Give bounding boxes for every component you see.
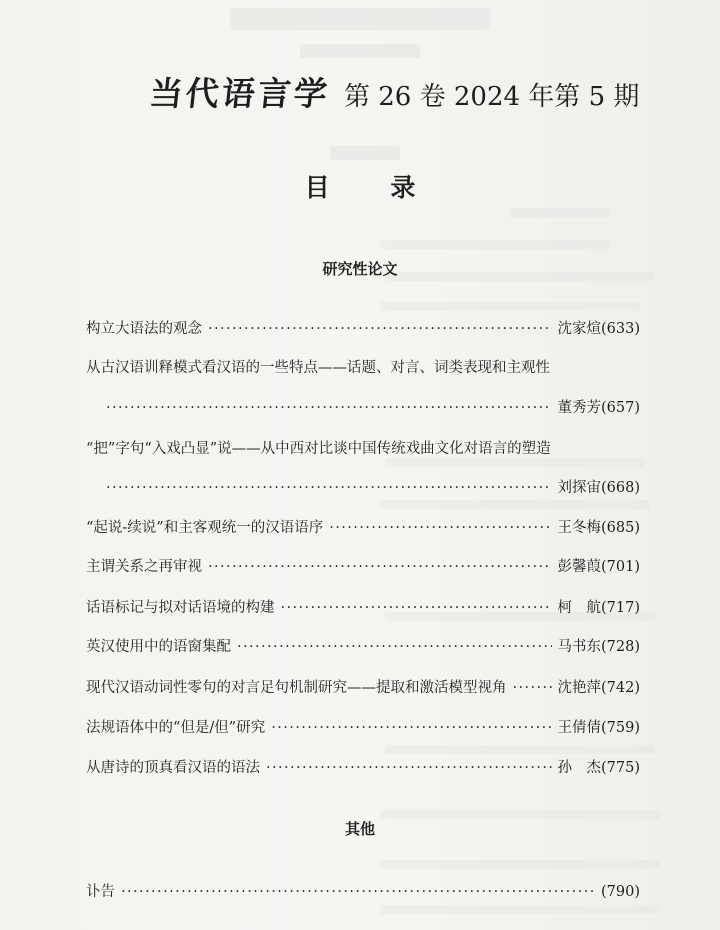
section-heading-research: 研究性论文 bbox=[322, 260, 398, 278]
leader-dots bbox=[208, 559, 552, 575]
toc-entry[interactable] bbox=[86, 317, 640, 338]
toc-entry[interactable] bbox=[86, 880, 640, 901]
article-author: 董秀芳 bbox=[557, 400, 601, 416]
article-page: (775) bbox=[601, 760, 640, 776]
toc-entry[interactable] bbox=[86, 516, 640, 537]
article-page: (742) bbox=[601, 680, 640, 696]
article-author: 马书东 bbox=[557, 639, 601, 655]
article-author: 王冬梅 bbox=[557, 520, 601, 536]
article-title[interactable]: “把”字句“入戏凸显”说——从中西对比谈中国传统戏曲文化对语言的塑造 bbox=[86, 441, 551, 457]
toc-entry[interactable] bbox=[86, 555, 640, 576]
article-title: 讣告 bbox=[86, 884, 115, 900]
leader-dots bbox=[106, 400, 552, 416]
article-page: (657) bbox=[601, 400, 640, 416]
article-page: (685) bbox=[601, 520, 640, 536]
article-author: 彭馨葭 bbox=[557, 559, 601, 575]
article-title: “起说-续说”和主客观统一的汉语语序 bbox=[86, 520, 324, 536]
article-title: 主谓关系之再审视 bbox=[86, 559, 202, 575]
article-title: 英汉使用中的语窗集配 bbox=[86, 639, 231, 655]
contents-title: 目 录 bbox=[304, 173, 442, 202]
issue-info: 第 26 卷 2024 年第 5 期 bbox=[344, 82, 640, 112]
leader-dots bbox=[513, 680, 552, 696]
article-page: (790) bbox=[601, 884, 640, 900]
journal-title: 当代语言学 bbox=[147, 74, 332, 113]
article-page: (633) bbox=[601, 321, 640, 337]
article-author: 王倩倩 bbox=[557, 720, 601, 736]
toc-entry[interactable] bbox=[86, 396, 640, 417]
leader-dots bbox=[208, 321, 552, 337]
article-page: (668) bbox=[601, 480, 640, 496]
leader-dots bbox=[121, 884, 595, 900]
article-title: 从唐诗的顶真看汉语的语法 bbox=[86, 760, 260, 776]
toc-entry[interactable] bbox=[86, 635, 640, 656]
article-author: 孙 杰 bbox=[557, 760, 601, 776]
article-title: 现代汉语动词性零句的对言足句机制研究——提取和激活模型视角 bbox=[86, 680, 507, 696]
article-title: 话语标记与拟对话语境的构建 bbox=[86, 600, 275, 616]
leader-dots bbox=[329, 520, 551, 536]
article-author: 柯 航 bbox=[557, 600, 601, 616]
article-author: 沈家煊 bbox=[557, 321, 601, 337]
leader-dots bbox=[106, 480, 552, 496]
journal-header bbox=[147, 68, 640, 115]
article-page: (717) bbox=[601, 600, 640, 616]
article-page: (728) bbox=[601, 639, 640, 655]
article-author: 沈艳萍 bbox=[557, 680, 601, 696]
article-title: 法规语体中的“但是/但”研究 bbox=[86, 720, 266, 736]
toc-entry[interactable] bbox=[86, 756, 640, 777]
toc-entry[interactable] bbox=[86, 476, 640, 497]
leader-dots bbox=[237, 639, 552, 655]
article-title: 构立大语法的观念 bbox=[86, 321, 202, 337]
leader-dots bbox=[266, 760, 552, 776]
article-page: (759) bbox=[601, 720, 640, 736]
toc-entry[interactable] bbox=[86, 676, 640, 697]
section-heading-other: 其他 bbox=[344, 820, 375, 838]
leader-dots bbox=[271, 720, 551, 736]
toc-entry[interactable] bbox=[86, 596, 640, 617]
toc-entry[interactable] bbox=[86, 716, 640, 737]
article-title[interactable]: 从古汉语训释模式看汉语的一些特点——话题、对言、词类表现和主观性 bbox=[86, 360, 550, 376]
article-author: 刘探宙 bbox=[557, 480, 601, 496]
article-page: (701) bbox=[601, 559, 640, 575]
leader-dots bbox=[281, 600, 552, 616]
